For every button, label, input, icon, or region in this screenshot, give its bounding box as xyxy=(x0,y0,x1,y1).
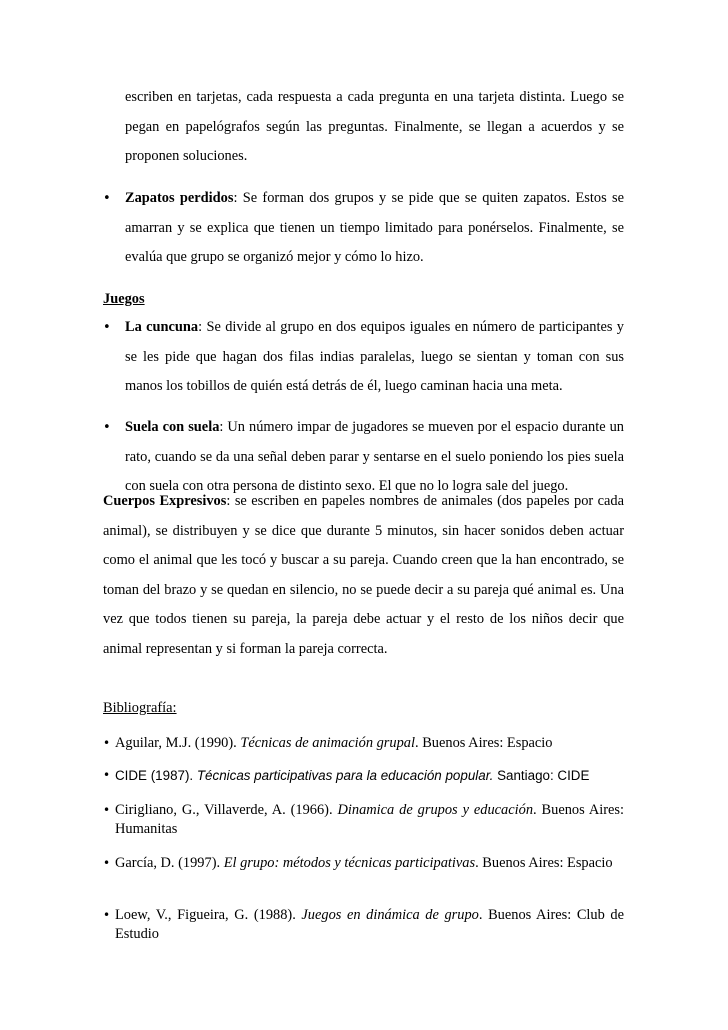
bib-item-0 xyxy=(103,734,624,753)
bib-authors: Cirigliano, G., Villaverde, A. (1966). xyxy=(115,802,338,818)
list-item xyxy=(103,854,624,873)
bullet-icon: • xyxy=(103,856,111,870)
bullet-icon: • xyxy=(103,420,111,435)
bib-item-1 xyxy=(103,766,624,785)
item-text: : se escriben en papeles nombres de animales (dos papeles por cada animal), se distribuyen y se dice que durante 5 minutos, sin hacer sonidos deben actuar como el animal que les tocó y buscar a su pareja. Cuando creen que la han encontrado, se toman del brazo y se quedan en silencio, no se puede decir a su pareja qué animal es. Una vez que todos tienen su pareja, la pareja debe actuar y el resto de los niños decir que animal representan y si forman la pareja correcta. xyxy=(103,493,625,657)
bib-title: Dinamica de grupos y educación xyxy=(337,802,534,818)
bib-authors: García, D. (1997). xyxy=(115,855,224,871)
bib-publisher: Santiago: CIDE xyxy=(493,768,590,783)
bib-publisher: . Buenos Aires: Humanitas xyxy=(115,802,624,837)
list-item xyxy=(103,734,624,753)
bullet-icon: • xyxy=(103,768,111,782)
bib-title: Técnicas participativas para la educación popular. xyxy=(196,768,494,783)
list-item xyxy=(103,184,624,273)
bullet-icon: • xyxy=(103,908,111,922)
bibliografia-section xyxy=(103,694,624,724)
bib-title: Técnicas de animación grupal xyxy=(240,735,415,751)
item-text: : Se divide al grupo en dos equipos iguales en número de participantes y se les pide que hagan dos filas indias paralelas, luego se sientan y toman con sus manos los tobillos de quién está detrás de él, luego caminan hacia una meta. xyxy=(125,319,625,394)
bib-authors: CIDE (1987). xyxy=(115,768,197,783)
bib-item-4 xyxy=(103,906,624,944)
bib-title: El grupo: métodos y técnicas participativas xyxy=(223,855,476,871)
list-item xyxy=(103,906,624,944)
section-heading-juegos: Juegos xyxy=(103,291,145,307)
item-title: Suela con suela xyxy=(125,419,220,435)
bullet-icon: • xyxy=(103,736,111,750)
list-item xyxy=(103,801,624,839)
bullet-icon: • xyxy=(103,803,111,817)
bib-item-2 xyxy=(103,801,624,839)
bib-item-3 xyxy=(103,854,624,873)
bib-publisher: . Buenos Aires: Espacio xyxy=(475,855,613,871)
list-item xyxy=(103,313,624,402)
list-item xyxy=(103,766,624,785)
zapatos-item xyxy=(103,184,624,273)
continuation-paragraph xyxy=(103,83,624,172)
item-text: : Se forman dos grupos y se pide que se quiten zapatos. Estos se amarran y se explica que tienen un tiempo limitado para ponérselos. Finalmente, se evalúa que grupo se organizó mejor y cómo lo hizo. xyxy=(125,190,624,265)
bib-authors: Loew, V., Figueira, G. (1988). xyxy=(115,907,302,923)
juegos-section xyxy=(103,285,624,315)
bullet-icon: • xyxy=(103,191,111,206)
cuerpos-text xyxy=(103,487,624,664)
bib-authors: Aguilar, M.J. (1990). xyxy=(115,735,241,751)
item-text: : Un número impar de jugadores se mueven por el espacio durante un rato, cuando se da una señal deben parar y sentarse en el suelo poniendo los pies suela con suela con otra persona de distinto sexo. El que no lo logra sale del juego. xyxy=(125,419,624,494)
cuncuna-item xyxy=(103,313,624,402)
bib-publisher: . Buenos Aires: Espacio xyxy=(415,735,553,751)
item-title: La cuncuna xyxy=(125,319,199,335)
item-title: Zapatos perdidos xyxy=(125,190,234,206)
continuation-text: escriben en tarjetas, cada respuesta a cada pregunta en una tarjeta distinta. Luego se pegan en papelógrafos según las preguntas. Finalmente, se llegan a acuerdos y se proponen soluciones. xyxy=(125,89,624,164)
bib-title: Juegos en dinámica de grupo xyxy=(301,907,479,923)
bib-publisher: . Buenos Aires: Club de Estudio xyxy=(115,907,624,942)
section-heading-bibliografia: Bibliografía: xyxy=(103,700,177,716)
bullet-icon: • xyxy=(103,320,111,335)
item-title: Cuerpos Expresivos xyxy=(103,493,227,509)
cuerpos-paragraph xyxy=(103,487,624,664)
